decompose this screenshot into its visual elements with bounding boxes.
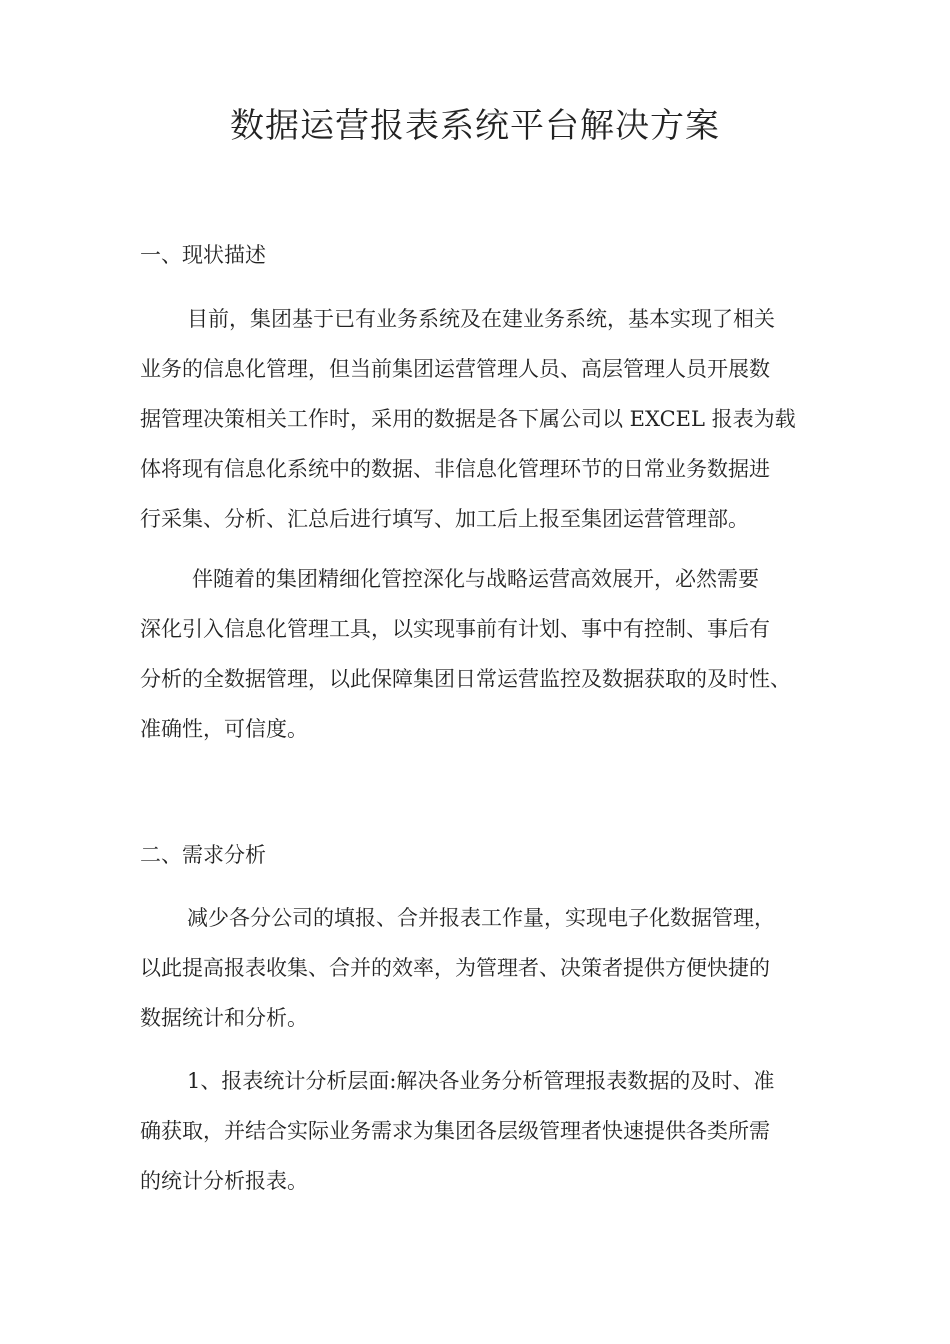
paragraph-line: 以此提高报表收集、合并的效率，为管理者、决策者提供方便快捷的 — [140, 956, 770, 980]
paragraph-status-1 — [140, 294, 820, 544]
paragraph-line: 行采集、分析、汇总后进行填写、加工后上报至集团运营管理部。 — [140, 507, 749, 531]
document-title: 数据运营报表系统平台解决方案 — [230, 106, 720, 146]
paragraph-line: 深化引入信息化管理工具，以实现事前有计划、事中有控制、事后有 — [140, 617, 770, 641]
section-heading-requirements: 二、需求分析 — [140, 843, 266, 867]
paragraph-line: 体将现有信息化系统中的数据、非信息化管理环节的日常业务数据进 — [140, 457, 770, 481]
paragraph-line: 伴随着的集团精细化管控深化与战略运营高效展开，必然需要 — [192, 567, 759, 591]
paragraph-status-2 — [140, 554, 820, 754]
paragraph-line: 减少各分公司的填报、合并报表工作量，实现电子化数据管理， — [187, 906, 775, 930]
paragraph-line: 确获取，并结合实际业务需求为集团各层级管理者快速提供各类所需 — [140, 1119, 770, 1143]
paragraph-line: 目前，集团基于已有业务系统及在建业务系统，基本实现了相关 — [187, 307, 775, 331]
paragraph-line: 数据统计和分析。 — [140, 1006, 308, 1030]
paragraph-line: 准确性，可信度。 — [140, 717, 308, 741]
paragraph-line: 据管理决策相关工作时，采用的数据是各下属公司以 EXCEL 报表为载 — [140, 407, 796, 431]
paragraph-line: 的统计分析报表。 — [140, 1169, 308, 1193]
paragraph-line: 1、报表统计分析层面:解决各业务分析管理报表数据的及时、准 — [187, 1069, 775, 1093]
paragraph-requirements-2 — [140, 1056, 820, 1206]
section-heading-status: 一、现状描述 — [140, 243, 266, 267]
paragraph-line: 业务的信息化管理，但当前集团运营管理人员、高层管理人员开展数 — [140, 357, 770, 381]
paragraph-requirements-1 — [140, 893, 820, 1043]
paragraph-line: 分析的全数据管理，以此保障集团日常运营监控及数据获取的及时性、 — [140, 667, 791, 691]
